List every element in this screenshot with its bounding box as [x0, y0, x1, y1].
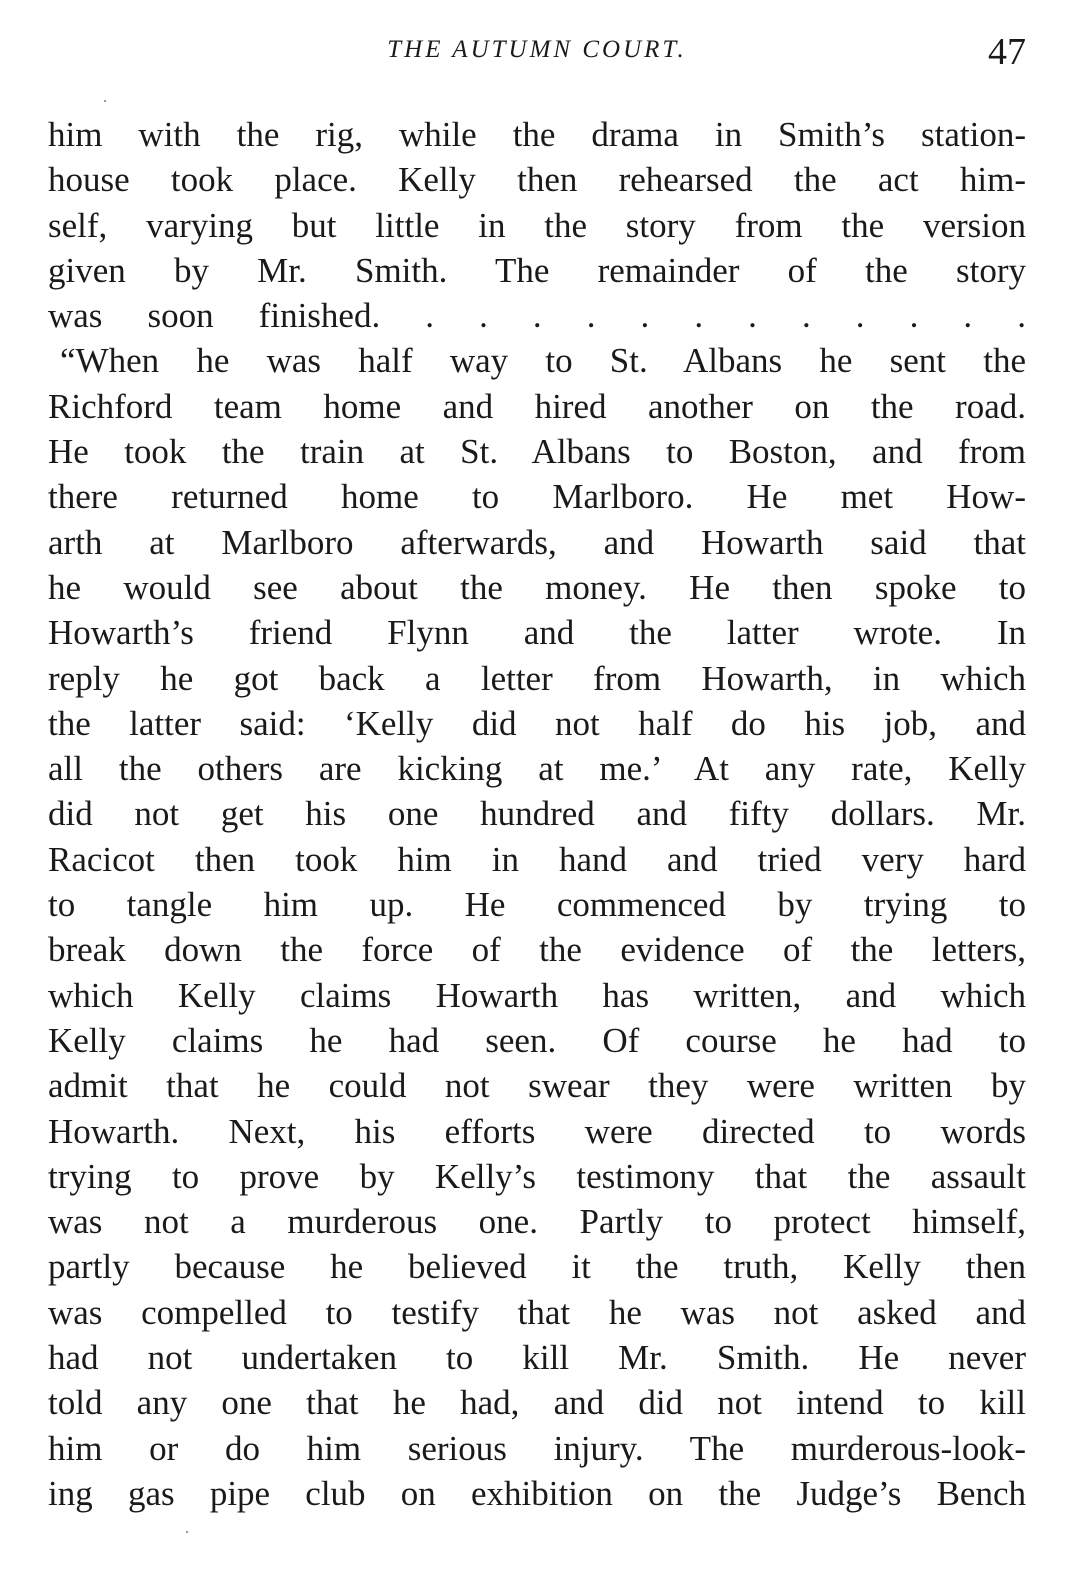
body-text [48, 112, 1026, 1516]
text-line: reply he got back a letter from Howarth, in which [48, 658, 1026, 698]
text-line: all the others are kicking at me.’ At any rate, Kelly [48, 749, 1026, 789]
text-line: was compelled to testify that he was not asked and [48, 1292, 1026, 1332]
running-title: THE AUTUMN COURT. [387, 36, 687, 63]
text-line: there returned home to Marlboro. He met How- [48, 477, 1026, 517]
text-line: given by Mr. Smith. The remainder of the story [48, 250, 1026, 290]
text-line: ing gas pipe club on exhibition on the Judge’s Bench [48, 1473, 1026, 1513]
text-line: him with the rig, while the drama in Smith’s station- [48, 115, 1026, 154]
running-head [48, 30, 1026, 80]
page-number: 47 [988, 31, 1026, 73]
text-line: he would see about the money. He then spoke to [48, 567, 1026, 607]
text-line: Racicot then took him in hand and tried very hard [48, 839, 1026, 879]
text-line: Kelly claims he had seen. Of course he had to [48, 1020, 1026, 1060]
text-line: break down the force of the evidence of the letters, [48, 930, 1026, 970]
text-line: did not get his one hundred and fifty dollars. Mr. [48, 794, 1026, 834]
text-line: the latter said: ‘Kelly did not half do his job, and [48, 703, 1026, 743]
text-line: to tangle him up. He commenced by trying to [48, 885, 1026, 925]
text-line: trying to prove by Kelly’s testimony that the assault [48, 1156, 1026, 1196]
text-line: which Kelly claims Howarth has written, and which [48, 975, 1026, 1015]
paper-speck [186, 1531, 188, 1533]
text-line: was soon finished. . . . . . . . . . . . . [48, 296, 1026, 336]
text-line: self, varying but little in the story from the version [48, 205, 1026, 245]
text-line: house took place. Kelly then rehearsed the act him- [48, 160, 1026, 200]
paper-speck [104, 100, 106, 102]
text-line: Richford team home and hired another on the road. [48, 386, 1026, 426]
text-line: Howarth. Next, his efforts were directed to words [48, 1111, 1026, 1151]
text-line: partly because he believed it the truth, Kelly then [48, 1247, 1026, 1287]
text-line: arth at Marlboro afterwards, and Howarth said that [48, 522, 1026, 562]
text-line: was not a murderous one. Partly to protect himself, [48, 1202, 1026, 1242]
text-line: He took the train at St. Albans to Boston, and from [48, 432, 1026, 472]
text-line: him or do him serious injury. The murderous-look- [48, 1428, 1026, 1468]
text-line: admit that he could not swear they were written by [48, 1066, 1026, 1106]
text-line: told any one that he had, and did not intend to kill [48, 1383, 1026, 1423]
text-line: “When he was half way to St. Albans he sent the [60, 341, 1026, 381]
text-line: had not undertaken to kill Mr. Smith. He never [48, 1338, 1026, 1378]
text-line: Howarth’s friend Flynn and the latter wrote. In [48, 613, 1026, 653]
